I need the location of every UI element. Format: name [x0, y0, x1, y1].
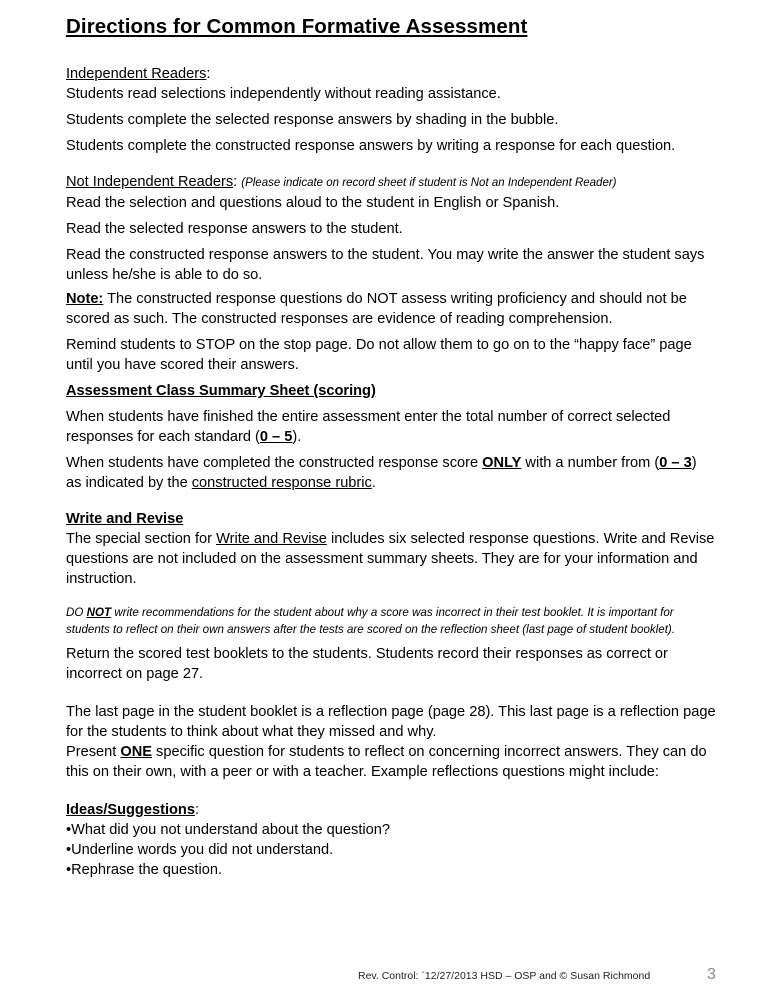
footer-revision: Rev. Control: `12/27/2013 HSD – OSP and © Susan Richmond	[358, 970, 651, 982]
independent-line-2: Students complete the selected response answers by shading in the bubble.	[66, 112, 559, 128]
independent-heading: Independent Readers	[66, 66, 207, 82]
only-emphasis: ONLY	[482, 455, 522, 471]
summary-heading: Assessment Class Summary Sheet (scoring)	[66, 383, 376, 399]
not-independent-heading-line: Not Independent Readers: (Please indicate on record sheet if student is Not an Independent Reader)	[66, 174, 617, 190]
ideas-heading-line: Ideas/Suggestions:	[66, 802, 200, 818]
not-independent-line-3: Read the constructed response answers to the student. You may write the answer the student says unless he/she is able to do so.	[66, 247, 705, 283]
not-independent-note: (Please indicate on record sheet if student is Not an Independent Reader)	[241, 177, 617, 189]
last-page-paragraph: The last page in the student booklet is a reflection page (page 28). This last page is a reflection page for the students to think about what they missed and why.	[66, 704, 716, 740]
one-emphasis: ONE	[120, 744, 152, 760]
not-independent-heading: Not Independent Readers	[66, 174, 234, 190]
note-paragraph: Note: The constructed response questions do NOT assess writing proficiency and should not be scored as such. The constructed responses are evidence of reading comprehension.	[66, 291, 687, 327]
summary-paragraph-1: When students have finished the entire assessment enter the total number of correct selected responses for each standard (0 – 5).	[66, 409, 671, 445]
write-revise-link: Write and Revise	[216, 531, 327, 547]
not-independent-line-1: Read the selection and questions aloud to the student in English or Spanish.	[66, 195, 560, 211]
remind-paragraph: Remind students to STOP on the stop page. Do not allow them to go on to the “happy face” page until you have scored their answers.	[66, 337, 692, 373]
rubric-link: constructed response rubric	[191, 475, 372, 491]
not-independent-line-2: Read the selected response answers to the student.	[66, 221, 403, 237]
ideas-item-1: • What did you not understand about the question?	[66, 820, 716, 840]
present-paragraph: Present ONE specific question for students to reflect on concerning incorrect answers. They can do this on their own, with a peer or with a teacher. Example reflections questions might include:	[66, 744, 707, 780]
not-emphasis: NOT	[86, 606, 112, 619]
selected-range: 0 – 5	[259, 429, 293, 445]
independent-heading-line: Independent Readers:	[66, 66, 211, 82]
write-revise-paragraph: The special section for Write and Revise includes six selected response questions. Write and Revise questions are not included on the assessment summary sheets. They are for your information and instruction.	[66, 531, 715, 587]
document-page	[66, 14, 716, 880]
independent-line-3: Students complete the constructed response answers by writing a response for each question.	[66, 138, 676, 154]
independent-line-1: Students read selections independently without reading assistance.	[66, 86, 501, 102]
ideas-item-3: • Rephrase the question.	[66, 860, 716, 880]
ideas-heading: Ideas/Suggestions	[66, 802, 195, 818]
return-paragraph: Return the scored test booklets to the students. Students record their responses as correct or incorrect on page 27.	[66, 646, 668, 682]
ideas-item-2: • Underline words you did not understand.	[66, 840, 716, 860]
write-revise-heading: Write and Revise	[66, 511, 184, 527]
do-not-paragraph: DO NOT write recommendations for the student about why a score was incorrect in their test booklet. It is important for students to reflect on their own answers after the tests are scored on the reflection sheet (last page of student booklet).	[66, 606, 676, 636]
constructed-range: 0 – 3	[659, 455, 692, 471]
summary-paragraph-2: When students have completed the constructed response score ONLY with a number from (0 – 3) as indicated by the constructed response rubric.	[66, 455, 697, 491]
page-number: 3	[707, 966, 716, 983]
note-label: Note:	[66, 291, 104, 307]
page-title: Directions for Common Formative Assessment	[66, 15, 528, 38]
